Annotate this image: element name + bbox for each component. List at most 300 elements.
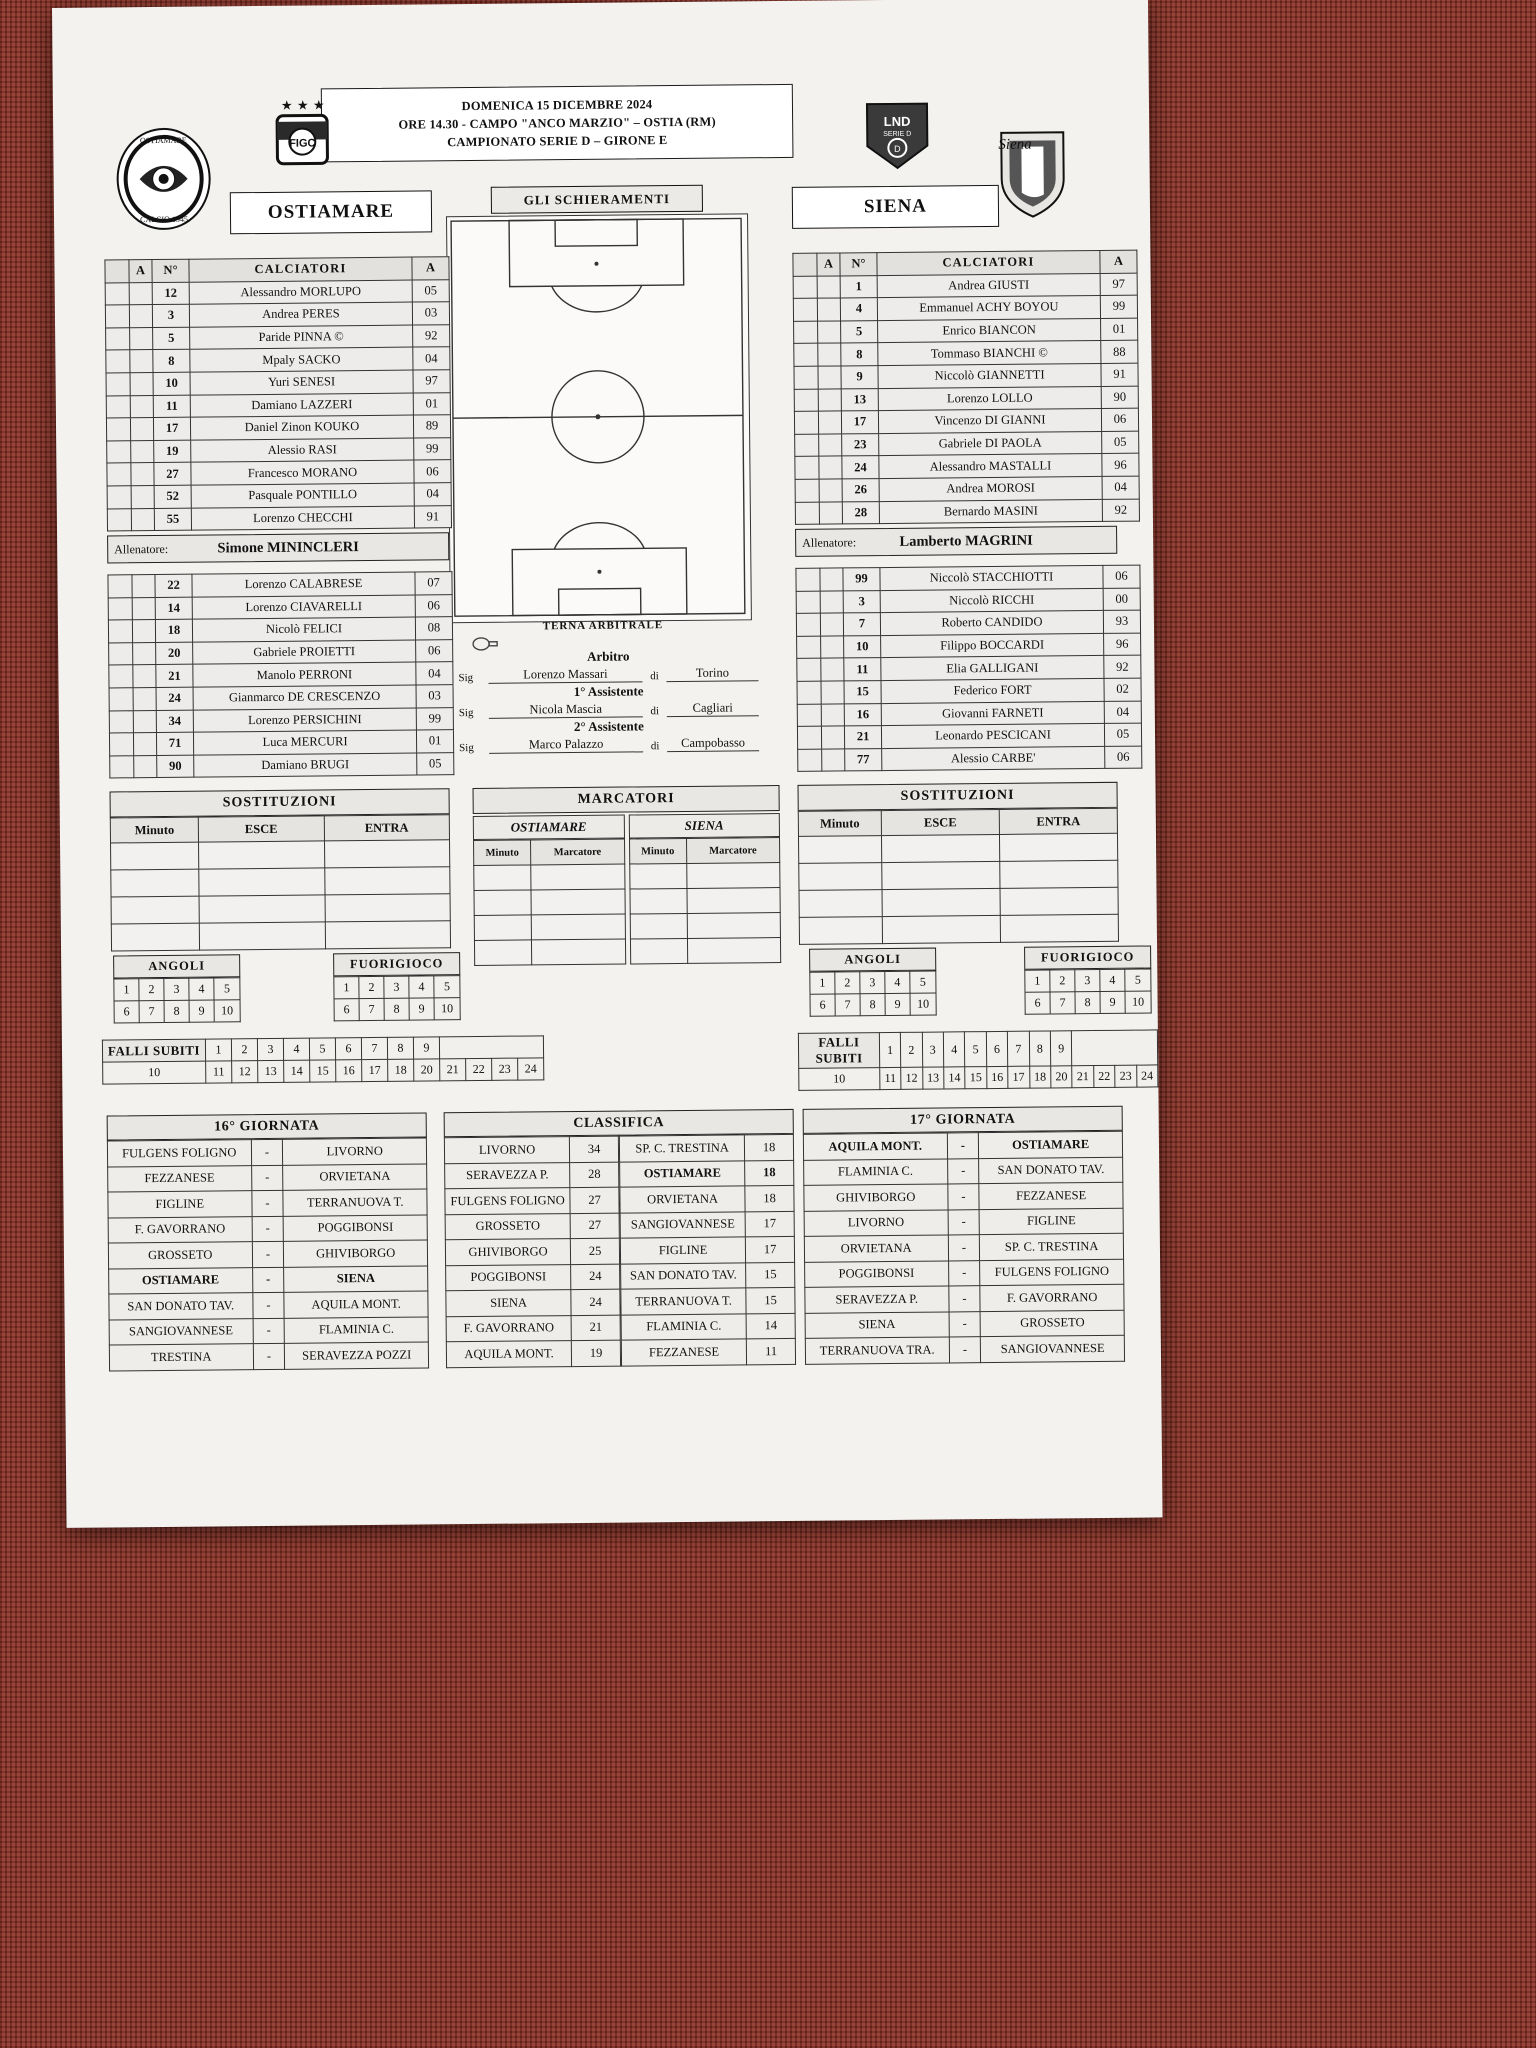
fouls-cell[interactable]: 22 [1093,1065,1115,1087]
blank-cell[interactable] [799,890,882,918]
fouls-cell[interactable] [1072,1030,1158,1066]
player-a-cell[interactable] [819,501,842,524]
player-a-cell[interactable] [819,479,842,502]
col-number: N° [152,259,189,282]
fouls-cell[interactable]: 21 [1072,1066,1094,1088]
player-check-cell[interactable] [796,613,820,636]
fouls-cell[interactable]: 3 [922,1032,944,1067]
fouls-cell[interactable]: 15 [310,1060,336,1082]
player-a-cell[interactable] [133,642,156,665]
player-check-cell[interactable] [109,643,133,666]
fouls-cell[interactable]: 7 [361,1037,387,1059]
blank-cell[interactable] [474,890,531,916]
player-a-cell[interactable] [131,485,154,508]
player-number: 34 [156,710,193,733]
blank-cell[interactable] [199,841,325,869]
fouls-cell[interactable]: 3 [257,1038,283,1060]
matchday-17-title: 17° GIORNATA [803,1106,1123,1134]
player-a-cell[interactable] [133,733,156,756]
fixture-dash: - [251,1190,283,1216]
fouls-row [799,1065,1158,1090]
player-a-cell[interactable] [129,282,152,305]
fouls-cell[interactable]: 14 [284,1060,310,1082]
player-name: Gabriele PROIETTI [193,640,416,665]
player-a-cell[interactable] [818,411,841,434]
blank-cell[interactable] [474,915,531,941]
blank-cell[interactable] [629,863,686,889]
fouls-cell[interactable]: 23 [1115,1065,1137,1087]
fouls-cell[interactable]: 6 [335,1038,361,1060]
col-minute: Minuto [110,817,198,843]
fouls-cell[interactable]: 23 [492,1058,518,1080]
player-check-cell[interactable] [798,749,822,772]
blank-row [629,888,780,914]
counter-cell[interactable]: 10 [434,998,460,1020]
fouls-cell[interactable]: 24 [518,1058,544,1080]
player-check-cell[interactable] [107,463,131,486]
player-year: 07 [415,572,452,595]
fouls-cell[interactable]: 14 [944,1067,966,1089]
player-a-cell[interactable] [821,658,844,681]
blank-cell[interactable] [798,836,881,864]
lineups-title: GLI SCHIERAMENTI [491,185,703,214]
referee-city: Torino [666,665,758,682]
blank-cell[interactable] [1000,887,1118,915]
fixture-home: SAN DONATO TAV. [109,1293,253,1320]
fixture-home: ORVIETANA [804,1235,948,1262]
counter-cell[interactable]: 5 [214,978,240,1000]
player-check-cell[interactable] [794,321,818,344]
player-check-cell[interactable] [108,575,132,598]
col-in: ENTRA [999,808,1117,834]
player-number: 11 [844,658,881,681]
player-number: 90 [157,755,194,778]
player-year: 03 [416,685,453,708]
counter-cell[interactable]: 3 [164,978,189,1000]
player-check-cell[interactable] [795,502,819,525]
player-a-cell[interactable] [133,710,156,733]
player-name: Daniel Zinon KOUKO [190,415,413,440]
player-name: Damiano BRUGI [194,753,417,778]
blank-cell[interactable] [1000,860,1118,888]
player-a-cell[interactable] [820,568,843,591]
fouls-cell[interactable]: 11 [880,1067,901,1089]
player-name: Francesco MORANO [191,460,414,485]
player-a-cell[interactable] [821,703,844,726]
fixture-home: FLAMINIA C. [804,1158,948,1185]
blank-cell[interactable] [881,834,999,862]
away-substitutions-title: SOSTITUZIONI [797,782,1117,811]
player-check-cell[interactable] [797,681,821,704]
player-check-cell[interactable] [109,710,133,733]
counter-cell[interactable]: 5 [434,976,460,998]
blank-cell[interactable] [111,869,199,897]
player-check-cell[interactable] [106,395,130,418]
player-name: Paride PINNA © [190,325,413,350]
blank-row [630,913,781,939]
fixture-row [804,1233,1123,1262]
blank-cell[interactable] [630,938,687,964]
blank-cell[interactable] [324,840,450,868]
blank-cell[interactable] [687,938,781,964]
player-a-cell[interactable] [822,749,845,772]
counter-cell[interactable]: 1 [1025,970,1050,992]
blank-cell[interactable] [199,868,325,896]
scorers-away-team: SIENA [628,813,780,838]
fixture-row [805,1310,1124,1339]
counter-cell[interactable]: 4 [409,976,434,998]
counter-cell[interactable]: 3 [1075,969,1100,991]
blank-cell[interactable] [531,889,625,915]
fixture-row [109,1316,428,1345]
counter-cell[interactable]: 7 [359,998,384,1020]
fouls-cell[interactable]: 10 [103,1061,206,1084]
counter-cell[interactable]: 10 [214,1000,240,1022]
fouls-cell[interactable]: 6 [986,1031,1008,1066]
player-check-cell[interactable] [795,479,819,502]
blank-cell[interactable] [532,939,626,965]
fouls-cell[interactable]: 21 [440,1059,466,1081]
fouls-cell[interactable]: 17 [1008,1066,1030,1088]
fouls-cell[interactable]: 15 [965,1067,987,1089]
fouls-cell[interactable]: 10 [799,1068,880,1091]
player-check-cell[interactable] [109,733,133,756]
player-year: 96 [1104,633,1141,656]
referee-di-label: di [650,740,660,753]
player-a-cell[interactable] [131,463,154,486]
player-name: Niccolò RICCHI [880,588,1103,613]
blank-row [798,833,1117,863]
fixture-home: FIGLINE [108,1191,252,1218]
blank-cell[interactable] [629,888,686,914]
blank-cell[interactable] [999,833,1117,861]
player-check-cell[interactable] [793,298,817,321]
player-a-cell[interactable] [818,343,841,366]
player-check-cell[interactable] [795,457,819,480]
fouls-cell[interactable]: 4 [283,1038,309,1060]
counter-cell[interactable]: 3 [384,976,409,998]
counter-cell[interactable]: 3 [860,972,885,994]
fouls-cell[interactable] [439,1036,543,1059]
player-a-cell[interactable] [134,755,157,778]
blank-cell[interactable] [1000,914,1118,942]
fouls-cell[interactable]: 9 [1050,1031,1072,1066]
player-check-cell[interactable] [109,688,133,711]
fouls-cell[interactable]: 1 [879,1032,901,1067]
player-check-cell[interactable] [105,282,129,305]
referee-name: Lorenzo Massari [488,666,642,683]
player-row [798,746,1142,772]
standings-row [445,1187,619,1214]
counter-cell[interactable]: 2 [1050,970,1075,992]
fouls-cell[interactable]: 12 [232,1061,258,1083]
counter-cell[interactable]: 9 [885,993,910,1015]
player-a-cell[interactable] [130,327,153,350]
counter-cell[interactable]: 10 [1125,991,1151,1013]
counter-cell[interactable]: 10 [910,993,936,1015]
player-a-cell[interactable] [132,620,155,643]
player-check-cell[interactable] [794,366,818,389]
fixture-home: OSTIAMARE [109,1267,253,1294]
player-check-cell[interactable] [794,344,818,367]
counter-cell[interactable]: 5 [1125,969,1151,991]
player-year: 91 [1101,363,1138,386]
player-name: Andrea PERES [189,302,412,327]
fouls-cell[interactable]: 5 [965,1032,987,1067]
blank-cell[interactable] [111,842,199,870]
player-a-cell[interactable] [821,636,844,659]
player-a-cell[interactable] [133,688,156,711]
standings-team: OSTIAMARE [620,1160,746,1187]
blank-cell[interactable] [799,863,882,891]
counter-cell[interactable]: 8 [164,1000,189,1022]
player-check-cell[interactable] [796,591,820,614]
blank-cell[interactable] [799,917,882,945]
player-check-cell[interactable] [106,328,130,351]
player-a-cell[interactable] [820,613,843,636]
player-check-cell[interactable] [110,756,134,779]
counter-cell[interactable]: 4 [1100,969,1125,991]
player-check-cell[interactable] [107,441,131,464]
blank-cell[interactable] [474,865,531,891]
standings-team: FEZZANESE [621,1339,747,1366]
player-check-cell[interactable] [108,597,132,620]
whistle-icon [472,636,498,656]
standings-points: 19 [572,1340,621,1366]
fouls-cell[interactable]: 24 [1136,1065,1158,1087]
counter-cell[interactable]: 1 [334,977,359,999]
player-check-cell[interactable] [794,389,818,412]
player-name: Emmanuel ACHY BOYOU [877,296,1100,321]
blank-cell[interactable] [687,888,781,914]
fouls-cell[interactable]: 13 [922,1067,944,1089]
fouls-cell[interactable]: 5 [309,1038,335,1060]
player-a-cell[interactable] [821,726,844,749]
counter-cell[interactable]: 5 [910,971,936,993]
blank-cell[interactable] [474,940,531,966]
player-check-cell[interactable] [797,726,821,749]
fouls-cell[interactable]: 8 [1029,1031,1051,1066]
player-a-cell[interactable] [130,350,153,373]
standings-points: 18 [745,1160,794,1186]
player-year: 05 [1102,431,1139,454]
fixture-dash: - [949,1311,981,1337]
counter-cell[interactable]: 2 [359,976,384,998]
scorers-away-col [628,813,781,964]
counter-cell[interactable]: 2 [139,978,164,1000]
player-a-cell[interactable] [131,508,154,531]
player-check-cell[interactable] [796,568,820,591]
player-check-cell[interactable] [107,508,131,531]
player-a-cell[interactable] [130,418,153,441]
player-a-cell[interactable] [818,366,841,389]
counter-cell[interactable]: 8 [860,994,885,1016]
blank-cell[interactable] [325,894,451,922]
player-a-cell[interactable] [819,434,842,457]
player-name: Alessandro MASTALLI [879,454,1102,479]
fouls-cell[interactable]: 20 [1051,1066,1073,1088]
counter-cell[interactable]: 9 [1100,991,1125,1013]
player-year: 92 [413,324,450,347]
player-name: Nicolò FELICI [192,617,415,642]
player-check-cell[interactable] [794,411,818,434]
player-a-cell[interactable] [819,456,842,479]
away-offsides-title: FUORIGIOCO [1024,945,1151,969]
fouls-cell[interactable]: 7 [1008,1031,1030,1066]
blank-cell[interactable] [686,863,780,889]
fixture-row [804,1208,1123,1237]
player-a-cell[interactable] [817,298,840,321]
player-check-cell[interactable] [107,486,131,509]
player-number: 26 [842,479,879,502]
player-name: Giovanni FARNETI [881,701,1104,726]
fouls-cell[interactable]: 11 [206,1061,232,1083]
player-a-cell[interactable] [817,276,840,299]
player-check-cell[interactable] [797,659,821,682]
fouls-cell[interactable]: 8 [387,1037,413,1059]
counter-cell[interactable]: 8 [1075,991,1100,1013]
player-a-cell[interactable] [130,373,153,396]
player-check-cell[interactable] [109,665,133,688]
player-a-cell[interactable] [131,440,154,463]
player-a-cell[interactable] [133,665,156,688]
player-row [794,340,1138,366]
player-a-cell[interactable] [132,597,155,620]
player-number: 71 [156,732,193,755]
blank-cell[interactable] [325,921,451,949]
standings-points: 25 [571,1238,620,1264]
player-a-cell[interactable] [132,575,155,598]
player-row [106,392,450,418]
fouls-cell[interactable]: 18 [1029,1066,1051,1088]
referee-sig-label: Sig [458,671,474,685]
player-year: 99 [414,437,451,460]
col-minute: Minuto [474,840,531,866]
player-number: 17 [153,417,190,440]
player-a-cell[interactable] [130,395,153,418]
fouls-cell[interactable]: 17 [362,1059,388,1081]
player-year: 92 [1102,499,1139,522]
standings-points: 17 [746,1236,795,1262]
counter-cell[interactable]: 6 [334,999,359,1021]
blank-cell[interactable] [111,896,199,924]
fouls-cell[interactable]: 20 [414,1059,440,1081]
player-check-cell[interactable] [795,434,819,457]
fixture-dash: - [948,1209,980,1235]
svg-text:OSTIAMARE: OSTIAMARE [139,135,187,146]
player-check-cell[interactable] [108,620,132,643]
blank-cell[interactable] [531,864,625,890]
match-date: DOMENICA 15 DICEMBRE 2024 [461,97,653,113]
player-row [105,279,449,305]
counter-cell[interactable]: 4 [885,971,910,993]
blank-cell[interactable] [882,915,1000,943]
ostiamare-crest-icon [113,126,214,232]
counter-cell[interactable]: 9 [189,1000,214,1022]
counter-cell[interactable]: 8 [384,998,409,1020]
fixture-dash: - [252,1216,284,1242]
counter-cell[interactable]: 6 [114,1001,139,1023]
counter-cell[interactable]: 9 [409,998,434,1020]
player-year: 05 [417,752,454,775]
fouls-cell[interactable]: 12 [901,1067,923,1089]
player-name: Gianmarco DE CRESCENZO [193,685,416,710]
fouls-cell[interactable]: 22 [466,1058,492,1080]
fixture-away: SAN DONATO TAV. [979,1157,1123,1184]
fouls-cell[interactable]: 13 [258,1060,284,1082]
standings-team: FULGENS FOLIGNO [445,1188,571,1215]
blank-cell[interactable] [882,861,1000,889]
blank-cell[interactable] [324,867,450,895]
referee-role: 2° Assistente [573,718,644,735]
player-number: 19 [154,440,191,463]
player-a-cell[interactable] [129,305,152,328]
player-check-cell[interactable] [105,305,129,328]
fouls-cell[interactable]: 2 [900,1032,922,1067]
col-minute: Minuto [798,811,881,837]
player-a-cell[interactable] [818,321,841,344]
counter-cell[interactable]: 1 [114,979,139,1001]
player-a-cell[interactable] [818,389,841,412]
fouls-cell[interactable]: 1 [205,1039,231,1061]
blank-cell[interactable] [882,888,1000,916]
player-check-cell[interactable] [797,704,821,727]
counter-cell[interactable]: 2 [835,972,860,994]
blank-row [474,914,625,940]
blank-cell[interactable] [199,922,325,950]
fouls-cell[interactable]: 9 [413,1037,439,1059]
fixture-home: TRESTINA [109,1344,253,1371]
counter-cell[interactable]: 4 [189,978,214,1000]
player-year: 04 [1102,476,1139,499]
referee-sig-label: Sig [459,741,474,755]
counter-cell[interactable]: 6 [1025,992,1050,1014]
player-a-cell[interactable] [821,681,844,704]
player-name: Andrea GIUSTI [877,273,1100,298]
referee-city: Cagliari [667,700,759,717]
svg-text:D: D [894,143,901,154]
player-year: 02 [1104,678,1141,701]
counter-cell[interactable]: 7 [139,1000,164,1022]
player-row [794,363,1138,389]
blank-cell[interactable] [630,913,687,939]
player-check-cell[interactable] [793,276,817,299]
match-time-venue: ORE 14.30 - CAMPO "ANCO MARZIO" – OSTIA (RM) [398,114,716,132]
blank-cell[interactable] [111,923,199,951]
player-check-cell[interactable] [106,350,130,373]
fouls-cell[interactable]: 16 [336,1060,362,1082]
blank-cell[interactable] [531,914,625,940]
player-a-cell[interactable] [820,591,843,614]
counter-cell[interactable]: 1 [810,972,835,994]
counter-cell[interactable]: 6 [810,994,835,1016]
blank-cell[interactable] [687,913,781,939]
fouls-cell[interactable]: 18 [388,1059,414,1081]
counter-cell[interactable]: 7 [835,994,860,1016]
fouls-cell[interactable]: 16 [986,1066,1008,1088]
blank-cell[interactable] [199,895,325,923]
fouls-cell[interactable]: 2 [231,1039,257,1061]
away-offsides [1024,945,1152,1014]
player-check-cell[interactable] [106,373,130,396]
fixture-dash: - [252,1241,284,1267]
player-year: 01 [413,392,450,415]
player-check-cell[interactable] [106,418,130,441]
col-out: ESCE [881,809,999,835]
fouls-cell[interactable]: 4 [943,1032,965,1067]
counter-cell[interactable]: 7 [1050,992,1075,1014]
player-check-cell[interactable] [797,636,821,659]
